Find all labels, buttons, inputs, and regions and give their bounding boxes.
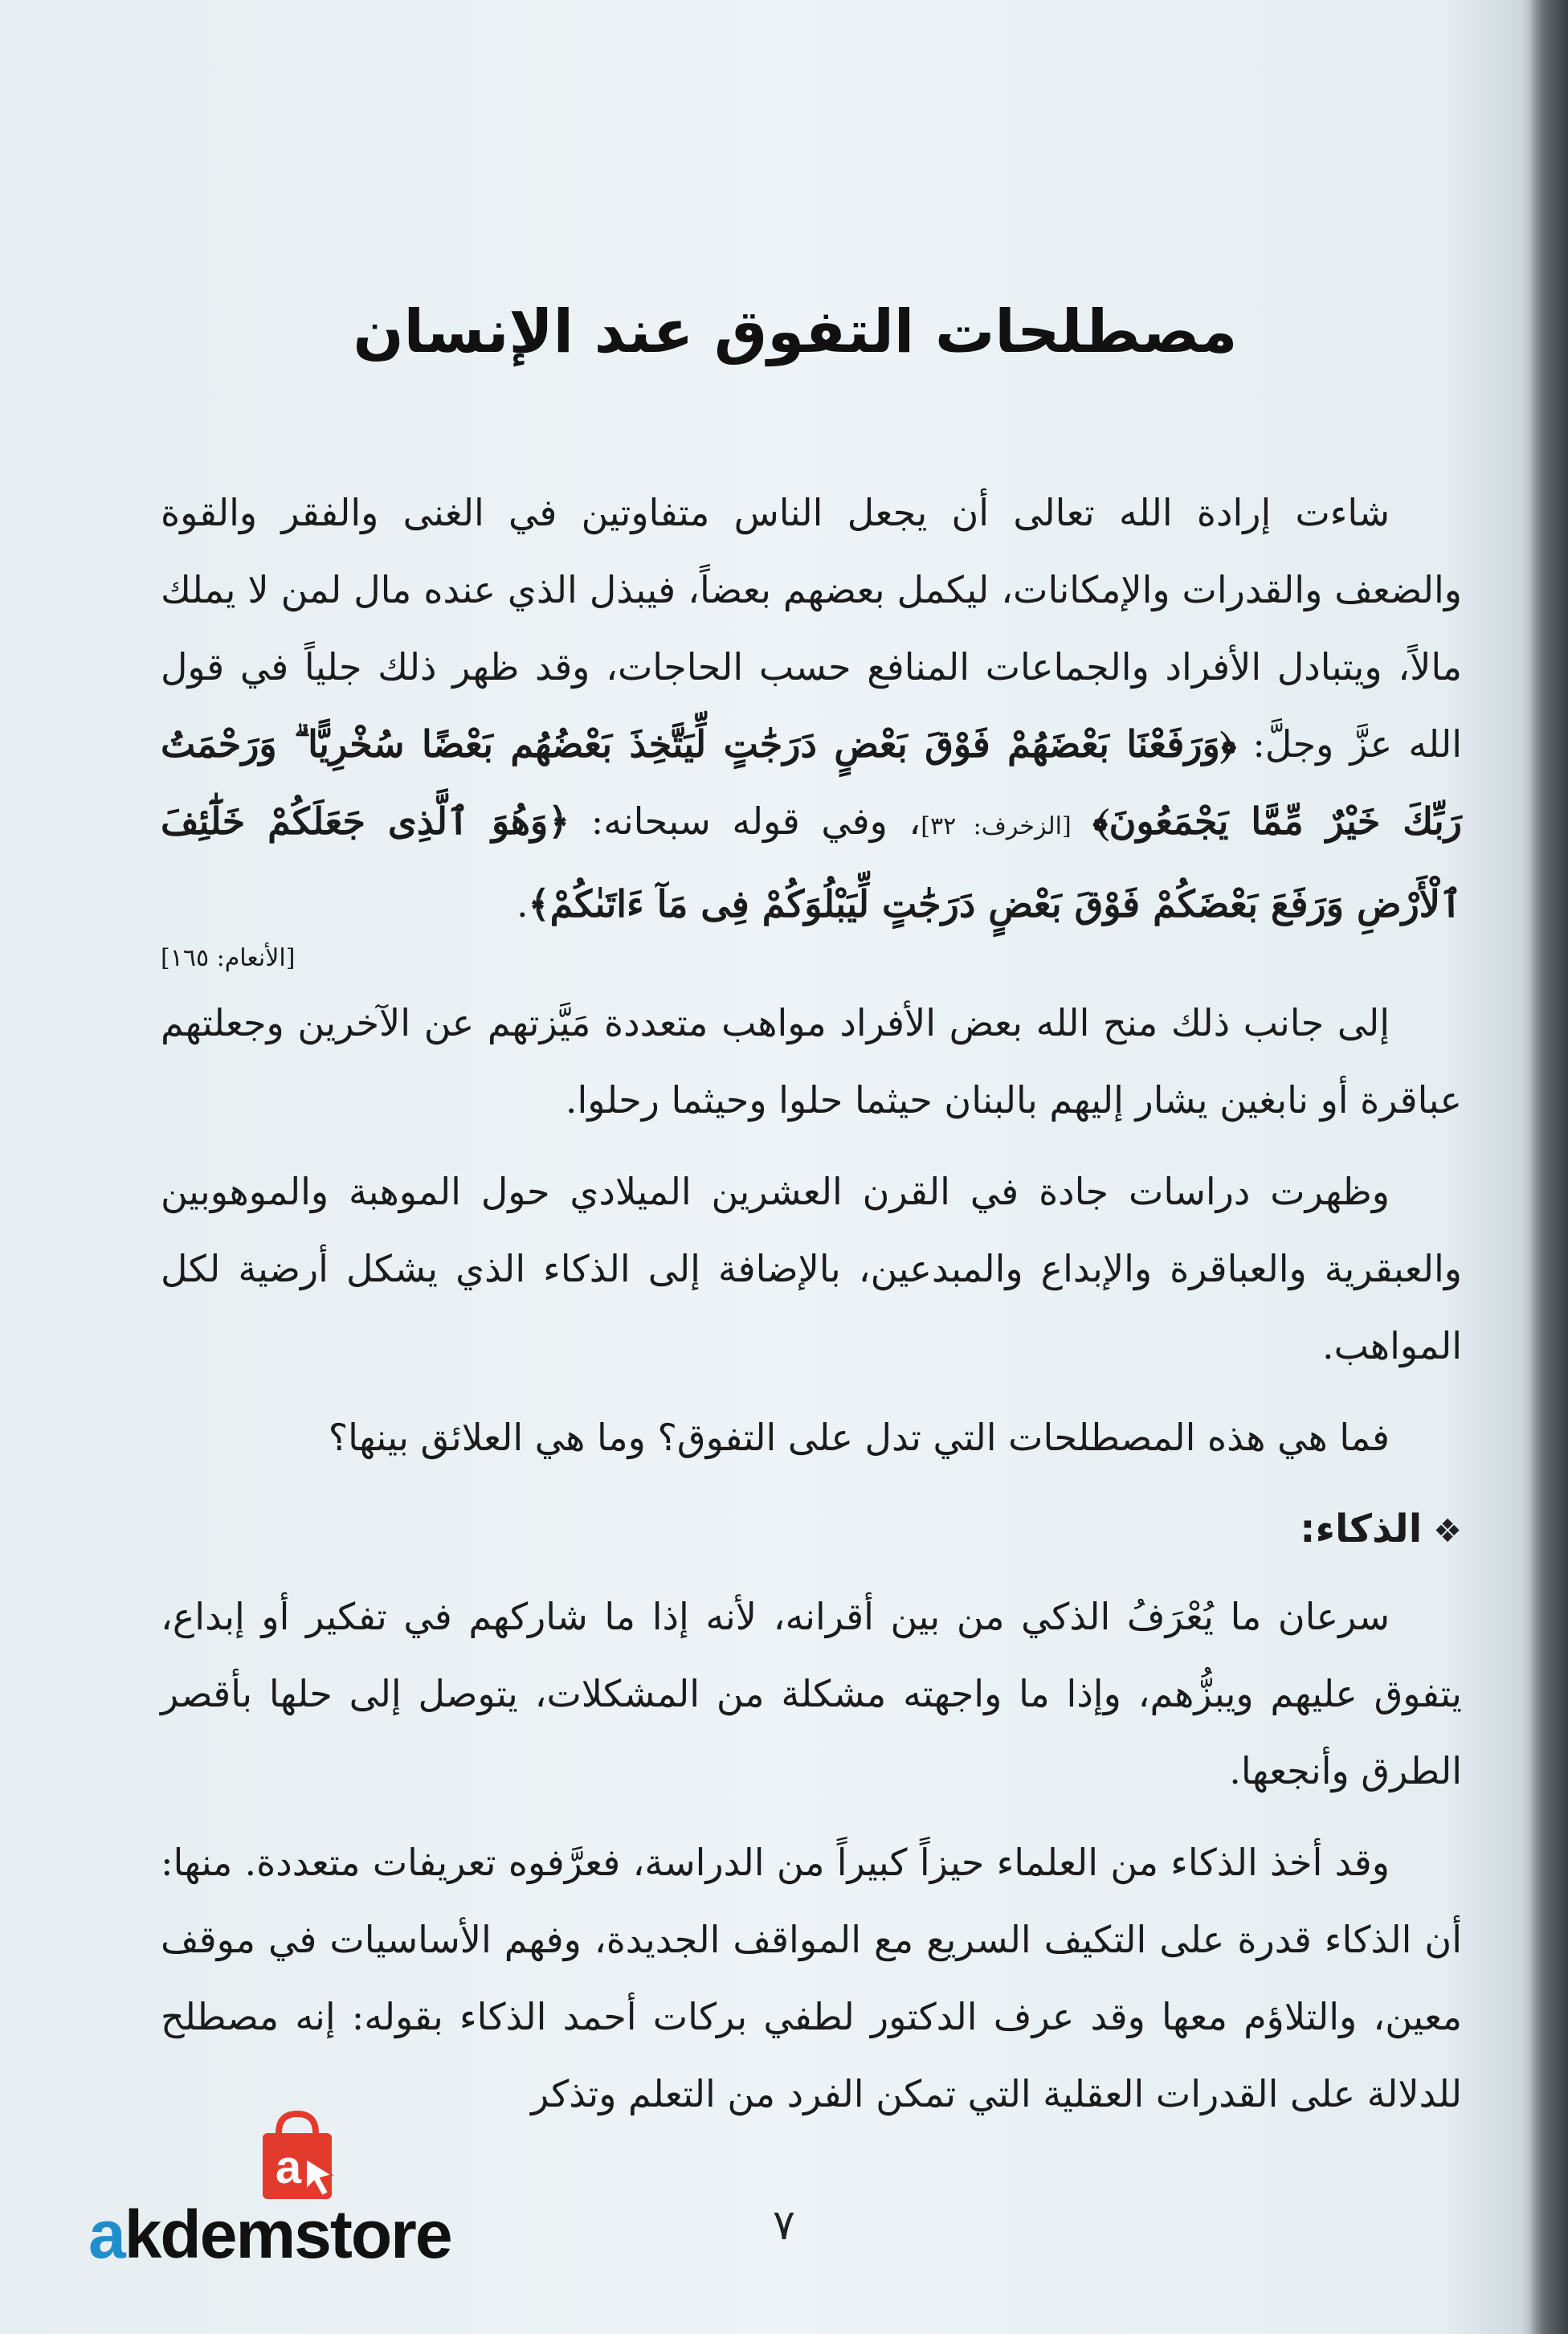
paragraph-4: فما هي هذه المصطلحات التي تدل على التفوق؟ وما هي العلائق بينها؟ bbox=[328, 1416, 1390, 1459]
paragraph-5: سرعان ما يُعْرَفُ الذكي من بين أقرانه، لأنه إذا ما شاركهم في تفكير أو إبداع، يتفوق عليهم ويبزُّهم، وإذا ما واجهته مشكلة من المشكلات، يتوصل إلى حلها بأقصر الطرق وأنجعها. bbox=[161, 1595, 1462, 1792]
paragraph-1-start: شاءت إرادة الله تعالى أن يجعل الناس متفاوتين في الغنى والفقر والقوة والضعف والقدرات والإمكانات، ليكمل بعضهم بعضاً، فيبذل الذي عنده مال لمن لا يملك مالاً، ويتبادل الأفراد والجماعات المنافع حسب الحاجات، وقد ظهر ذلك جلياً في قول الله عزَّ وجلَّ: bbox=[161, 491, 1462, 766]
logo-icon-letter: a bbox=[275, 2141, 302, 2193]
page-binding-edge bbox=[1529, 0, 1568, 2334]
paragraph-2: إلى جانب ذلك منح الله بعض الأفراد مواهب متعددة مَيَّزتهم عن الآخرين وجعلتهم عباقرة أو نابغين يشار إليهم بالبنان حيثما حلوا وحيثما رحلوا. bbox=[161, 1001, 1462, 1122]
section-heading bbox=[161, 1490, 1462, 1570]
section-heading-text: الذكاء: bbox=[1300, 1506, 1423, 1551]
store-brand-name bbox=[88, 2196, 451, 2274]
brand-first-letter: a bbox=[88, 2197, 125, 2272]
quran-verse-2: ﴿وَهُوَ ٱلَّذِى جَعَلَكُمْ خَلَٰٓئِفَ ٱلْأَرْضِ وَرَفَعَ بَعْضَكُمْ فَوْقَ بَعْضٍ دَرَجَٰتٍ لِّيَبْلُوَكُمْ فِى مَآ ءَاتَىٰكُمْ﴾ bbox=[161, 799, 1462, 926]
page-title: مصطلحات التفوق عند الإنسان bbox=[353, 297, 1238, 366]
page-number: ٧ bbox=[773, 2201, 795, 2250]
paragraph-3: وظهرت دراسات جادة في القرن العشرين الميلادي حول الموهبة والموهوبين والعبقرية والعباقرة والإبداع والمبدعين، بالإضافة إلى الذكاء الذي يشكل أرضية لكل المواهب. bbox=[161, 1170, 1462, 1367]
shopping-bag-icon bbox=[253, 2109, 341, 2205]
diamond-bullet-icon: ❖ bbox=[1433, 1513, 1462, 1550]
paragraph-6: وقد أخذ الذكاء من العلماء حيزاً كبيراً من الدراسة، فعرَّفوه تعريفات متعددة. منها: أن الذكاء قدرة على التكيف السريع مع المواقف الجديدة، وفهم الأساسيات في موقف معين، والتلاؤم معها وقد عرف الدكتور لطفي بركات أحمد الذكاء بقوله: إنه مصطلح للدلالة على القدرات العقلية التي تمكن الفرد من التعلم وتذكر bbox=[161, 1841, 1462, 2115]
verse-reference-2: [الأنعام: ١٦٥] bbox=[161, 944, 296, 972]
paragraph-1-mid: ، وفي قوله سبحانه: bbox=[590, 799, 921, 843]
paragraph-1-end: . bbox=[516, 882, 529, 926]
quran-verse-1: ﴿وَرَفَعْنَا بَعْضَهُمْ فَوْقَ بَعْضٍ دَرَجَٰتٍ لِّيَتَّخِذَ بَعْضُهُم بَعْضًا سُخْرِيًّا ۗ وَرَحْمَتُ رَبِّكَ خَيْرٌ مِّمَّا يَجْمَعُونَ﴾ bbox=[161, 722, 1462, 843]
verse-reference-1: [الزخرف: ٣٢] bbox=[921, 812, 1072, 840]
store-watermark-logo bbox=[88, 2109, 538, 2270]
body-text bbox=[161, 474, 1462, 2147]
paragraph-1 bbox=[161, 474, 1462, 942]
brand-rest: kdemstore bbox=[124, 2197, 451, 2272]
